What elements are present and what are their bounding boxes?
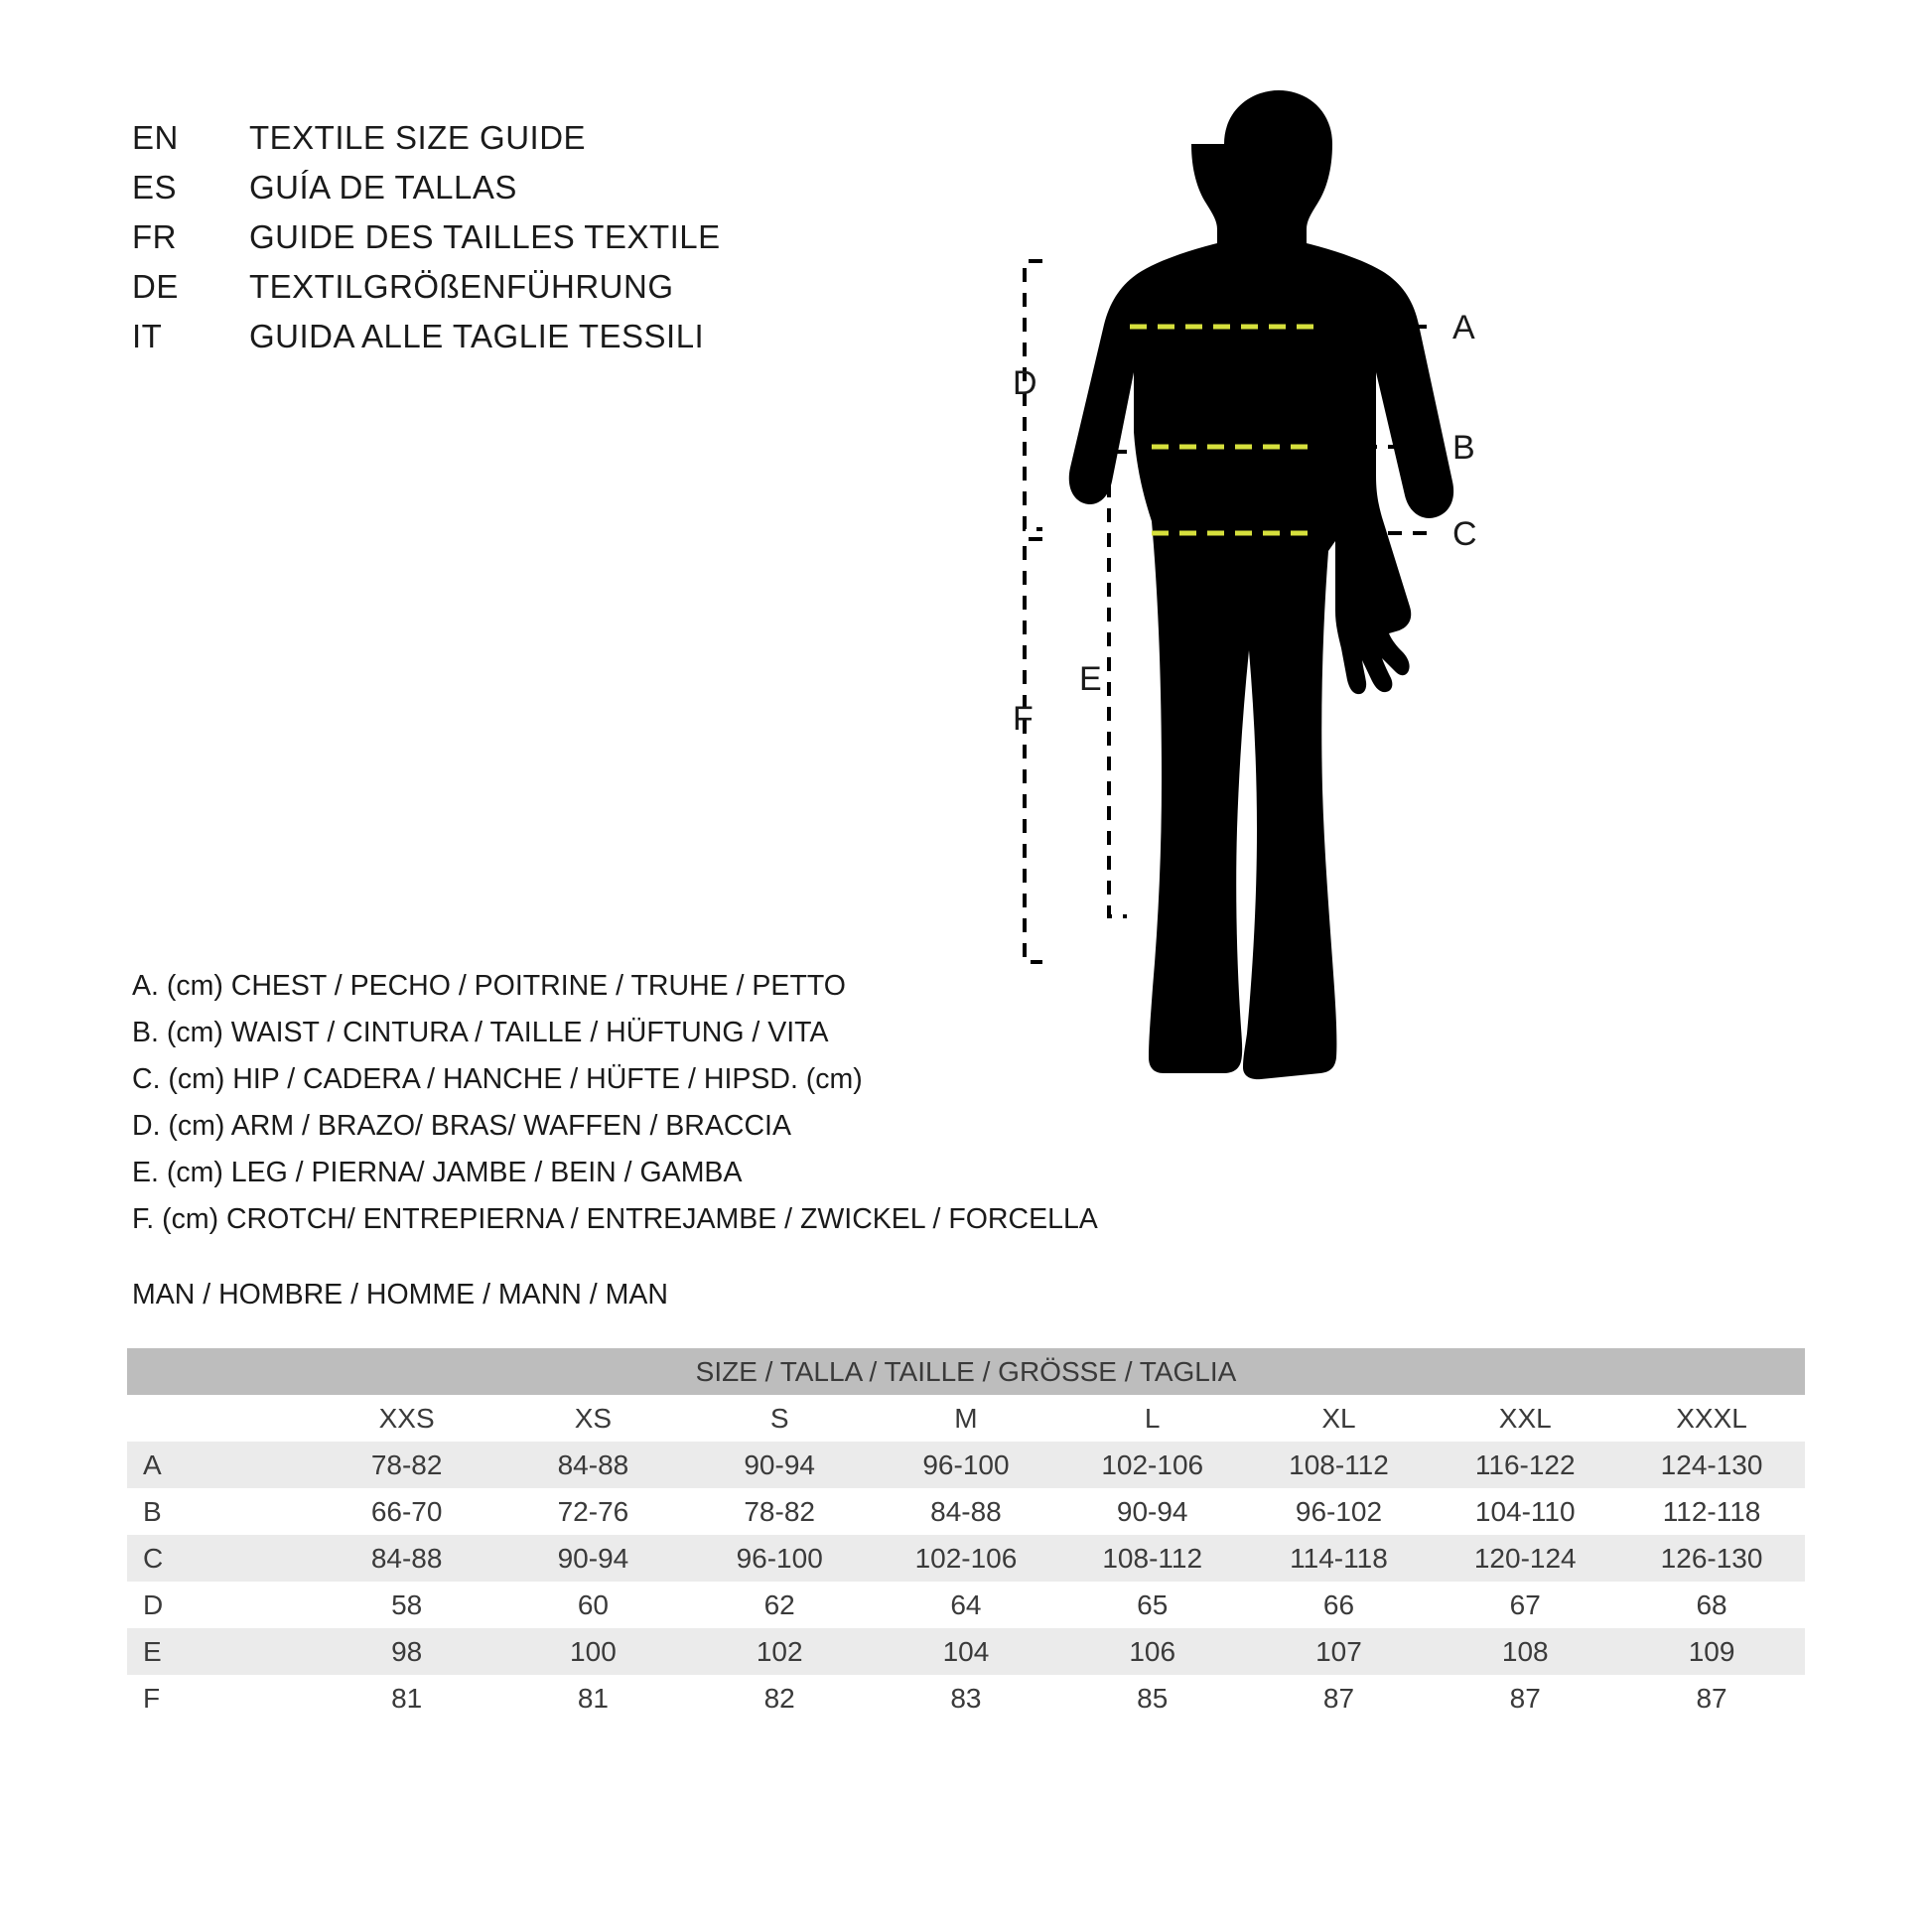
bracket-f: [1025, 539, 1042, 962]
cell-f-xl: 87: [1246, 1675, 1433, 1722]
cell-e-xxxl: 109: [1618, 1628, 1805, 1675]
table-row: [127, 1442, 1805, 1488]
cell-b-xs: 72-76: [500, 1488, 687, 1535]
marker-f-label: F: [1013, 700, 1034, 738]
title-lang-fr: FR: [132, 218, 177, 255]
cell-f-s: 82: [686, 1675, 873, 1722]
title-block: [132, 119, 887, 367]
title-row: [132, 119, 887, 169]
cell-b-xxl: 104-110: [1432, 1488, 1618, 1535]
title-text-es: GUÍA DE TALLAS: [249, 169, 517, 206]
cell-d-xxs: 58: [314, 1582, 500, 1628]
cell-a-m: 96-100: [873, 1442, 1059, 1488]
legend-item-a: A. (cm) CHEST / PECHO / POITRINE / TRUHE / PETTO: [132, 970, 846, 1002]
cell-e-xxl: 108: [1432, 1628, 1618, 1675]
size-header-m: M: [873, 1395, 1059, 1442]
cell-a-s: 90-94: [686, 1442, 873, 1488]
cell-b-xl: 96-102: [1246, 1488, 1433, 1535]
cell-b-s: 78-82: [686, 1488, 873, 1535]
cell-f-xxs: 81: [314, 1675, 500, 1722]
size-header-xxxl: XXXL: [1618, 1395, 1805, 1442]
cell-d-xxxl: 68: [1618, 1582, 1805, 1628]
row-label-f: F: [127, 1675, 314, 1722]
size-table-wrap: [127, 1348, 1805, 1722]
table-row: [127, 1535, 1805, 1582]
cell-b-m: 84-88: [873, 1488, 1059, 1535]
cell-e-xs: 100: [500, 1628, 687, 1675]
title-row: [132, 318, 887, 367]
table-row: [127, 1675, 1805, 1722]
title-row: [132, 268, 887, 318]
row-label-a: A: [127, 1442, 314, 1488]
man-silhouette-icon: [1069, 90, 1453, 1079]
body-measurement-diagram: [1013, 74, 1866, 1226]
title-text-en: TEXTILE SIZE GUIDE: [249, 119, 587, 156]
cell-c-m: 102-106: [873, 1535, 1059, 1582]
title-text-fr: GUIDE DES TAILLES TEXTILE: [249, 218, 721, 255]
size-header-s: S: [686, 1395, 873, 1442]
cell-d-l: 65: [1059, 1582, 1246, 1628]
title-text-de: TEXTILGRÖßENFÜHRUNG: [249, 268, 674, 305]
table-header-label: SIZE / TALLA / TAILLE / GRÖSSE / TAGLIA: [127, 1348, 1805, 1395]
cell-f-l: 85: [1059, 1675, 1246, 1722]
legend-item-d: D. (cm) ARM / BRAZO/ BRAS/ WAFFEN / BRACCIA: [132, 1110, 791, 1142]
title-text-it: GUIDA ALLE TAGLIE TESSILI: [249, 318, 705, 354]
table-row: [127, 1488, 1805, 1535]
cell-d-xl: 66: [1246, 1582, 1433, 1628]
marker-c-label: C: [1452, 515, 1477, 553]
cell-c-xl: 114-118: [1246, 1535, 1433, 1582]
cell-d-xs: 60: [500, 1582, 687, 1628]
table-size-header-row: [127, 1395, 1805, 1442]
title-row: [132, 218, 887, 268]
cell-b-xxxl: 112-118: [1618, 1488, 1805, 1535]
cell-f-xxxl: 87: [1618, 1675, 1805, 1722]
marker-e-label: E: [1079, 660, 1102, 698]
row-label-e: E: [127, 1628, 314, 1675]
cell-d-s: 62: [686, 1582, 873, 1628]
marker-b-label: B: [1452, 429, 1475, 467]
cell-c-xxxl: 126-130: [1618, 1535, 1805, 1582]
cell-e-s: 102: [686, 1628, 873, 1675]
legend-block: [132, 963, 1155, 1243]
title-row: [132, 169, 887, 218]
cell-a-xxxl: 124-130: [1618, 1442, 1805, 1488]
cell-c-xs: 90-94: [500, 1535, 687, 1582]
row-label-d: D: [127, 1582, 314, 1628]
cell-e-l: 106: [1059, 1628, 1246, 1675]
size-header-xl: XL: [1246, 1395, 1433, 1442]
bracket-e: [1109, 452, 1127, 916]
cell-d-m: 64: [873, 1582, 1059, 1628]
legend-item-c: C. (cm) HIP / CADERA / HANCHE / HÜFTE / HIPSD. (cm): [132, 1063, 863, 1095]
cell-c-xxs: 84-88: [314, 1535, 500, 1582]
title-lang-it: IT: [132, 318, 163, 354]
cell-a-xs: 84-88: [500, 1442, 687, 1488]
cell-f-xs: 81: [500, 1675, 687, 1722]
title-lang-en: EN: [132, 119, 179, 156]
cell-c-s: 96-100: [686, 1535, 873, 1582]
marker-d-label: D: [1013, 364, 1037, 402]
size-header-xs: XS: [500, 1395, 687, 1442]
size-header-xxl: XXL: [1432, 1395, 1618, 1442]
cell-e-xl: 107: [1246, 1628, 1433, 1675]
size-header-xxs: XXS: [314, 1395, 500, 1442]
cell-b-l: 90-94: [1059, 1488, 1246, 1535]
cell-c-l: 108-112: [1059, 1535, 1246, 1582]
size-table: [127, 1348, 1805, 1722]
row-label-c: C: [127, 1535, 314, 1582]
table-header-bar: [127, 1348, 1805, 1395]
size-header-l: L: [1059, 1395, 1246, 1442]
cell-c-xxl: 120-124: [1432, 1535, 1618, 1582]
title-lang-de: DE: [132, 268, 179, 305]
cell-f-xxl: 87: [1432, 1675, 1618, 1722]
cell-f-m: 83: [873, 1675, 1059, 1722]
cell-b-xxs: 66-70: [314, 1488, 500, 1535]
legend-item-e: E. (cm) LEG / PIERNA/ JAMBE / BEIN / GAMBA: [132, 1157, 743, 1188]
title-lang-es: ES: [132, 169, 178, 206]
row-label-b: B: [127, 1488, 314, 1535]
legend-item-f: F. (cm) CROTCH/ ENTREPIERNA / ENTREJAMBE / ZWICKEL / FORCELLA: [132, 1203, 1098, 1235]
cell-a-xxl: 116-122: [1432, 1442, 1618, 1488]
marker-a-label: A: [1452, 309, 1475, 346]
cell-a-xl: 108-112: [1246, 1442, 1433, 1488]
cell-d-xxl: 67: [1432, 1582, 1618, 1628]
gender-label: MAN / HOMBRE / HOMME / MANN / MAN: [132, 1279, 668, 1311]
cell-a-l: 102-106: [1059, 1442, 1246, 1488]
table-row: [127, 1582, 1805, 1628]
cell-e-m: 104: [873, 1628, 1059, 1675]
cell-a-xxs: 78-82: [314, 1442, 500, 1488]
cell-e-xxs: 98: [314, 1628, 500, 1675]
corner-cell: [127, 1395, 314, 1442]
table-row: [127, 1628, 1805, 1675]
legend-item-b: B. (cm) WAIST / CINTURA / TAILLE / HÜFTUNG / VITA: [132, 1017, 829, 1048]
